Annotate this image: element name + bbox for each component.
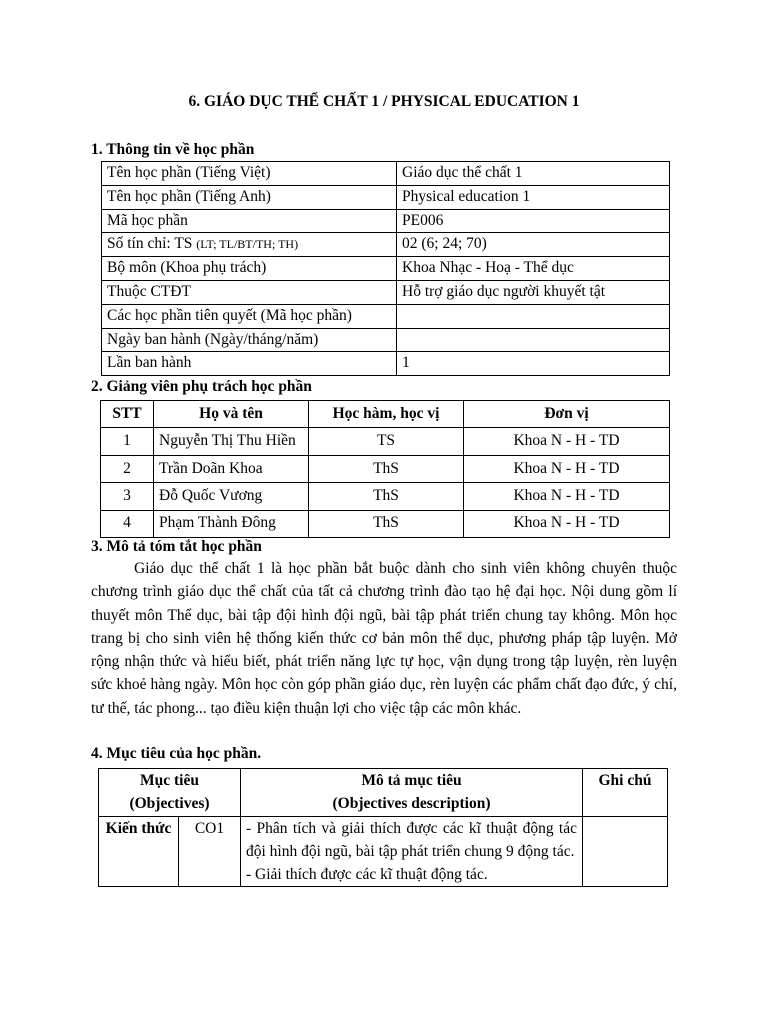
info-value: Khoa Nhạc - Hoạ - Thể dục: [397, 257, 670, 281]
table-row: [102, 280, 670, 304]
objective-code: CO1: [179, 816, 241, 887]
cell-name: Nguyễn Thị Thu Hiền: [154, 428, 309, 455]
table-row: [102, 328, 670, 352]
header-desc-vi: Mô tả mục tiêu: [361, 772, 462, 789]
document-title: 6. GIÁO DỤC THỂ CHẤT 1 / PHYSICAL EDUCATION 1: [188, 93, 580, 110]
info-value: 02 (6; 24; 70): [397, 233, 670, 257]
table-row: [101, 428, 670, 455]
credits-label-note: (LT; TL/BT/TH; TH): [196, 237, 299, 252]
cell-stt: 1: [101, 428, 154, 455]
table-row: [102, 209, 670, 233]
section-2-heading: 2. Giảng viên phụ trách học phần: [91, 378, 312, 395]
info-label: Tên học phần (Tiếng Anh): [102, 185, 397, 209]
table-header-row: [101, 401, 670, 428]
cell-name: Phạm Thành Đông: [154, 510, 309, 537]
table-row: [102, 257, 670, 281]
header-name: Họ và tên: [154, 401, 309, 428]
header-objectives-vi: Mục tiêu: [140, 772, 199, 789]
header-description: [241, 769, 583, 817]
cell-degree: ThS: [309, 483, 464, 510]
info-label: Mã học phần: [102, 209, 397, 233]
info-label: Các học phần tiên quyết (Mã học phần): [102, 304, 397, 328]
cell-stt: 4: [101, 510, 154, 537]
info-label: Tên học phần (Tiếng Việt): [102, 162, 397, 186]
table-row: [102, 185, 670, 209]
table-header-row: [99, 769, 668, 817]
objective-desc-line-1: - Phân tích và giải thích được các kĩ thuật động tác đội hình đội ngũ, bài tập phát triển chung 9 động tác.: [246, 819, 577, 860]
credits-label: Số tín chỉ: TS: [107, 235, 197, 253]
course-summary-text: Giáo dục thể chất 1 là học phần bắt buộc dành cho sinh viên không chuyên thuộc chương trình giáo dục thể chất của tất cả chương trình đào tạo hệ đại học. Nội dung gồm lí thuyết môn Thể dục, bài tập đội hình đội ngũ, bài tập phát triển chung tay không. Môn học trang bị cho sinh viên hệ thống kiến thức cơ bản môn thể dục, phương pháp tập luyện. Mở rộng nhận thức và hiểu biết, phát triển năng lực tự học, vận dụng trong tập luyện, rèn luyện sức khoẻ hàng ngày. Môn học còn góp phần giáo dục, rèn luyện các phẩm chất đạo đức, ý chí, tư thế, tác phong... tạo điều kiện thuận lợi cho việc tập các môn khác.: [91, 560, 677, 717]
header-note: Ghi chú: [583, 769, 668, 817]
lecturers-table: [100, 400, 670, 538]
course-info-table: [101, 161, 670, 376]
table-row: [102, 162, 670, 186]
cell-unit: Khoa N - H - TD: [464, 483, 670, 510]
table-row: [102, 233, 670, 257]
info-label: Ngày ban hành (Ngày/tháng/năm): [102, 328, 397, 352]
info-value: 1: [397, 352, 670, 376]
header-objectives-en: (Objectives): [129, 795, 210, 813]
table-row: [102, 352, 670, 376]
header-degree: Học hàm, học vị: [309, 401, 464, 428]
info-value: Giáo dục thể chất 1: [397, 162, 670, 186]
info-value: [397, 328, 670, 352]
cell-stt: 2: [101, 455, 154, 482]
objective-description: [241, 816, 583, 887]
cell-name: Đỗ Quốc Vương: [154, 483, 309, 510]
cell-name: Trần Doãn Khoa: [154, 455, 309, 482]
cell-unit: Khoa N - H - TD: [464, 510, 670, 537]
section-4-heading: 4. Mục tiêu của học phần.: [91, 745, 262, 762]
info-label: Bộ môn (Khoa phụ trách): [102, 257, 397, 281]
objective-note: [583, 816, 668, 887]
table-row: [101, 455, 670, 482]
header-unit: Đơn vị: [464, 401, 670, 428]
info-label-credits: [102, 233, 397, 257]
info-value: PE006: [397, 209, 670, 233]
info-value: Hỗ trợ giáo dục người khuyết tật: [397, 280, 670, 304]
cell-degree: ThS: [309, 510, 464, 537]
header-desc-en: (Objectives description): [332, 795, 491, 813]
objective-desc-line-2: - Giải thích được các kĩ thuật động tác.: [246, 866, 488, 884]
section-3-heading: 3. Mô tả tóm tắt học phần: [91, 538, 262, 555]
header-stt: STT: [101, 401, 154, 428]
course-summary: [91, 557, 677, 720]
table-row: [101, 510, 670, 537]
cell-stt: 3: [101, 483, 154, 510]
info-label: Thuộc CTĐT: [102, 280, 397, 304]
info-value: Physical education 1: [397, 185, 670, 209]
table-row: [101, 483, 670, 510]
section-1-heading: 1. Thông tin về học phần: [91, 141, 255, 158]
cell-unit: Khoa N - H - TD: [464, 455, 670, 482]
objective-category: Kiến thức: [99, 816, 179, 887]
table-row: [102, 304, 670, 328]
table-row: [99, 816, 668, 887]
objectives-table: [98, 768, 668, 887]
cell-unit: Khoa N - H - TD: [464, 428, 670, 455]
header-objectives: [99, 769, 241, 817]
info-label: Lần ban hành: [102, 352, 397, 376]
cell-degree: ThS: [309, 455, 464, 482]
cell-degree: TS: [309, 428, 464, 455]
info-value: [397, 304, 670, 328]
